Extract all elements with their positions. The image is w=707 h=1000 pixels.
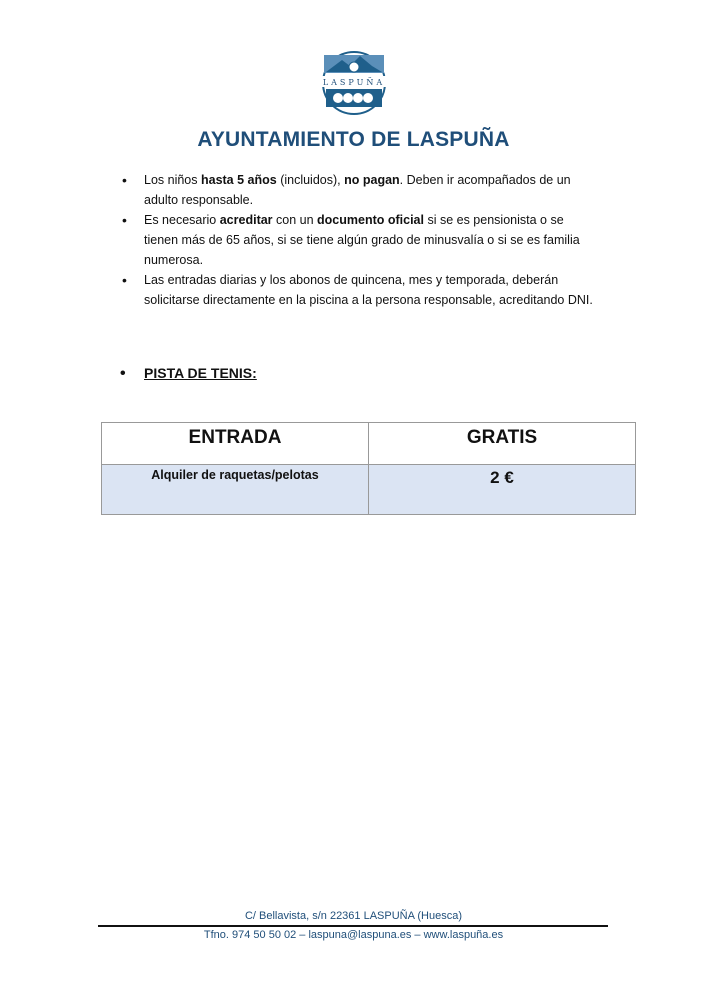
table-header-row: [102, 423, 636, 465]
laspuna-logo-icon: [312, 50, 396, 116]
list-item: • Es necesario acreditar con un documento oficial si se es pensionista o se tienen más de 65 años, si se tiene algún grado de minusvalía o si se es familia numerosa.: [122, 212, 580, 267]
bullet-icon: •: [122, 172, 127, 188]
list-item: • Las entradas diarias y los abonos de quincena, mes y temporada, deberán solicitarse directamente en la piscina a la persona responsable, acreditando DNI.: [122, 272, 593, 307]
table-cell: 2 €: [369, 465, 636, 515]
page-title: AYUNTAMIENTO DE LASPUÑA: [197, 128, 510, 151]
info-list: [120, 170, 600, 310]
table-header-cell: ENTRADA: [102, 423, 369, 465]
bullet-icon: •: [122, 272, 127, 288]
footer-contact: Tfno. 974 50 50 02 – laspuna@laspuna.es – www.laspuña.es: [203, 929, 504, 941]
footer-address: C/ Bellavista, s/n 22361 LASPUÑA (Huesca): [244, 910, 463, 922]
footer-divider: [98, 925, 608, 927]
price-table: [101, 422, 636, 515]
bullet-icon: •: [120, 365, 126, 382]
section-heading: [120, 365, 257, 383]
section-title: PISTA DE TENIS:: [144, 365, 257, 381]
table-cell: Alquiler de raquetas/pelotas: [102, 465, 369, 515]
logo-text: LASPUÑA: [322, 78, 386, 87]
list-item: • Los niños hasta 5 años (incluidos), no pagan. Deben ir acompañados de un adulto responsable.: [122, 172, 571, 207]
table-row: [102, 465, 636, 515]
bullet-icon: •: [122, 212, 127, 228]
table-header-cell: GRATIS: [369, 423, 636, 465]
